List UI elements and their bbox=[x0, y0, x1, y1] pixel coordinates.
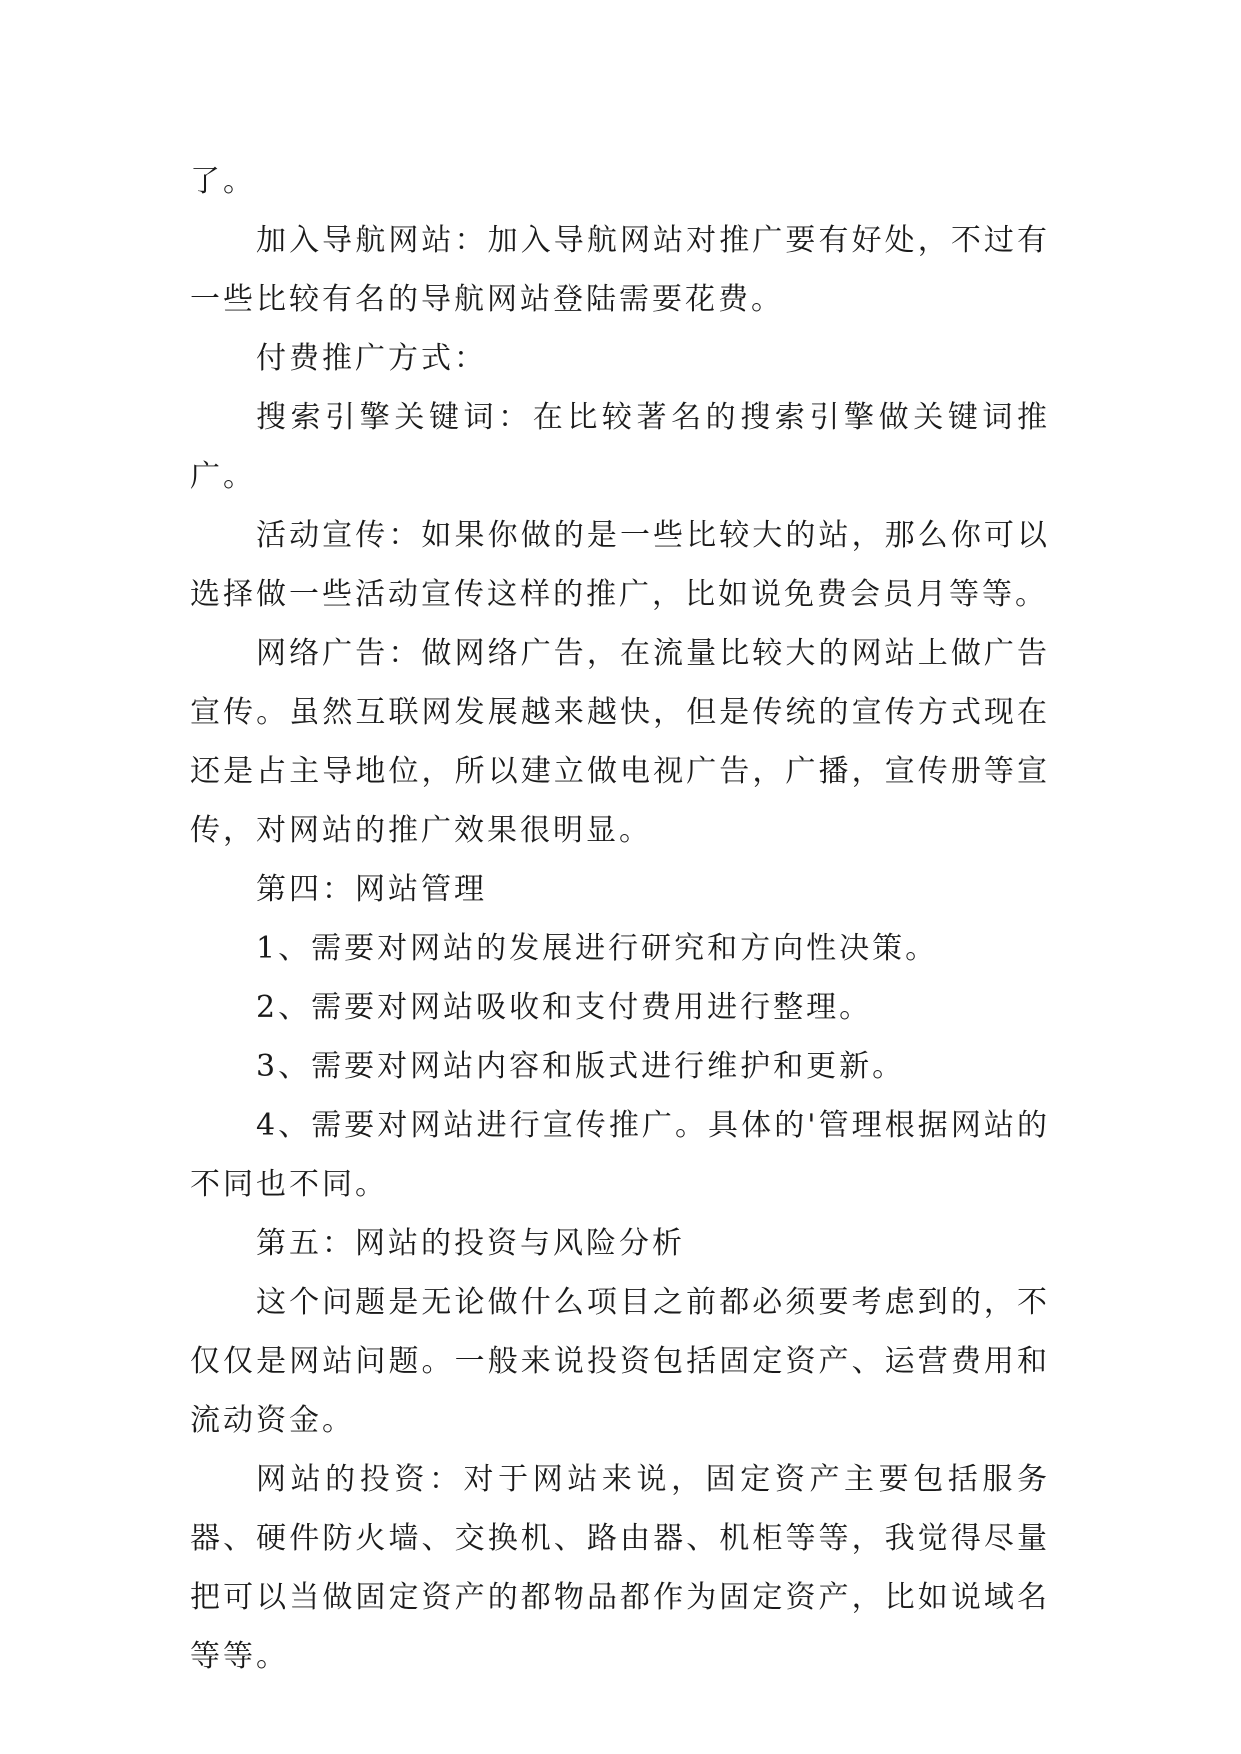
list-item-1: 1、需要对网站的发展进行研究和方向性决策。 bbox=[256, 931, 939, 966]
document-body bbox=[190, 152, 1050, 1686]
section-heading-management: 第四：网站管理 bbox=[256, 872, 487, 907]
paragraph-continuation: 了。 bbox=[190, 164, 256, 199]
paragraph-website-investment: 网站的投资：对于网站来说，固定资产主要包括服务器、硬件防火墙、交换机、路由器、机柜等等，我觉得尽量把可以当做固定资产的都物品都作为固定资产，比如说域名等等。 bbox=[190, 1462, 1050, 1674]
list-item-4: 4、需要对网站进行宣传推广。具体的'管理根据网站的不同也不同。 bbox=[190, 1108, 1050, 1202]
paragraph-event-promotion: 活动宣传：如果你做的是一些比较大的站，那么你可以选择做一些活动宣传这样的推广，比如说免费会员月等等。 bbox=[190, 518, 1050, 612]
paragraph-navigation-sites: 加入导航网站：加入导航网站对推广要有好处，不过有一些比较有名的导航网站登陆需要花费。 bbox=[190, 223, 1050, 317]
paragraph-search-keywords: 搜索引擎关键词：在比较著名的搜索引擎做关键词推广。 bbox=[190, 400, 1050, 494]
paragraph-online-ads: 网络广告：做网络广告，在流量比较大的网站上做广告宣传。虽然互联网发展越来越快，但是传统的宣传方式现在还是占主导地位，所以建立做电视广告，广播，宣传册等宣传，对网站的推广效果很明显。 bbox=[190, 636, 1050, 848]
paragraph-paid-promotion-heading: 付费推广方式： bbox=[256, 341, 487, 376]
list-item-3: 3、需要对网站内容和版式进行维护和更新。 bbox=[256, 1049, 906, 1084]
paragraph-investment-intro: 这个问题是无论做什么项目之前都必须要考虑到的，不仅仅是网站问题。一般来说投资包括固定资产、运营费用和流动资金。 bbox=[190, 1285, 1050, 1438]
list-item-2: 2、需要对网站吸收和支付费用进行整理。 bbox=[256, 990, 873, 1025]
section-heading-investment-risk: 第五：网站的投资与风险分析 bbox=[256, 1226, 685, 1261]
